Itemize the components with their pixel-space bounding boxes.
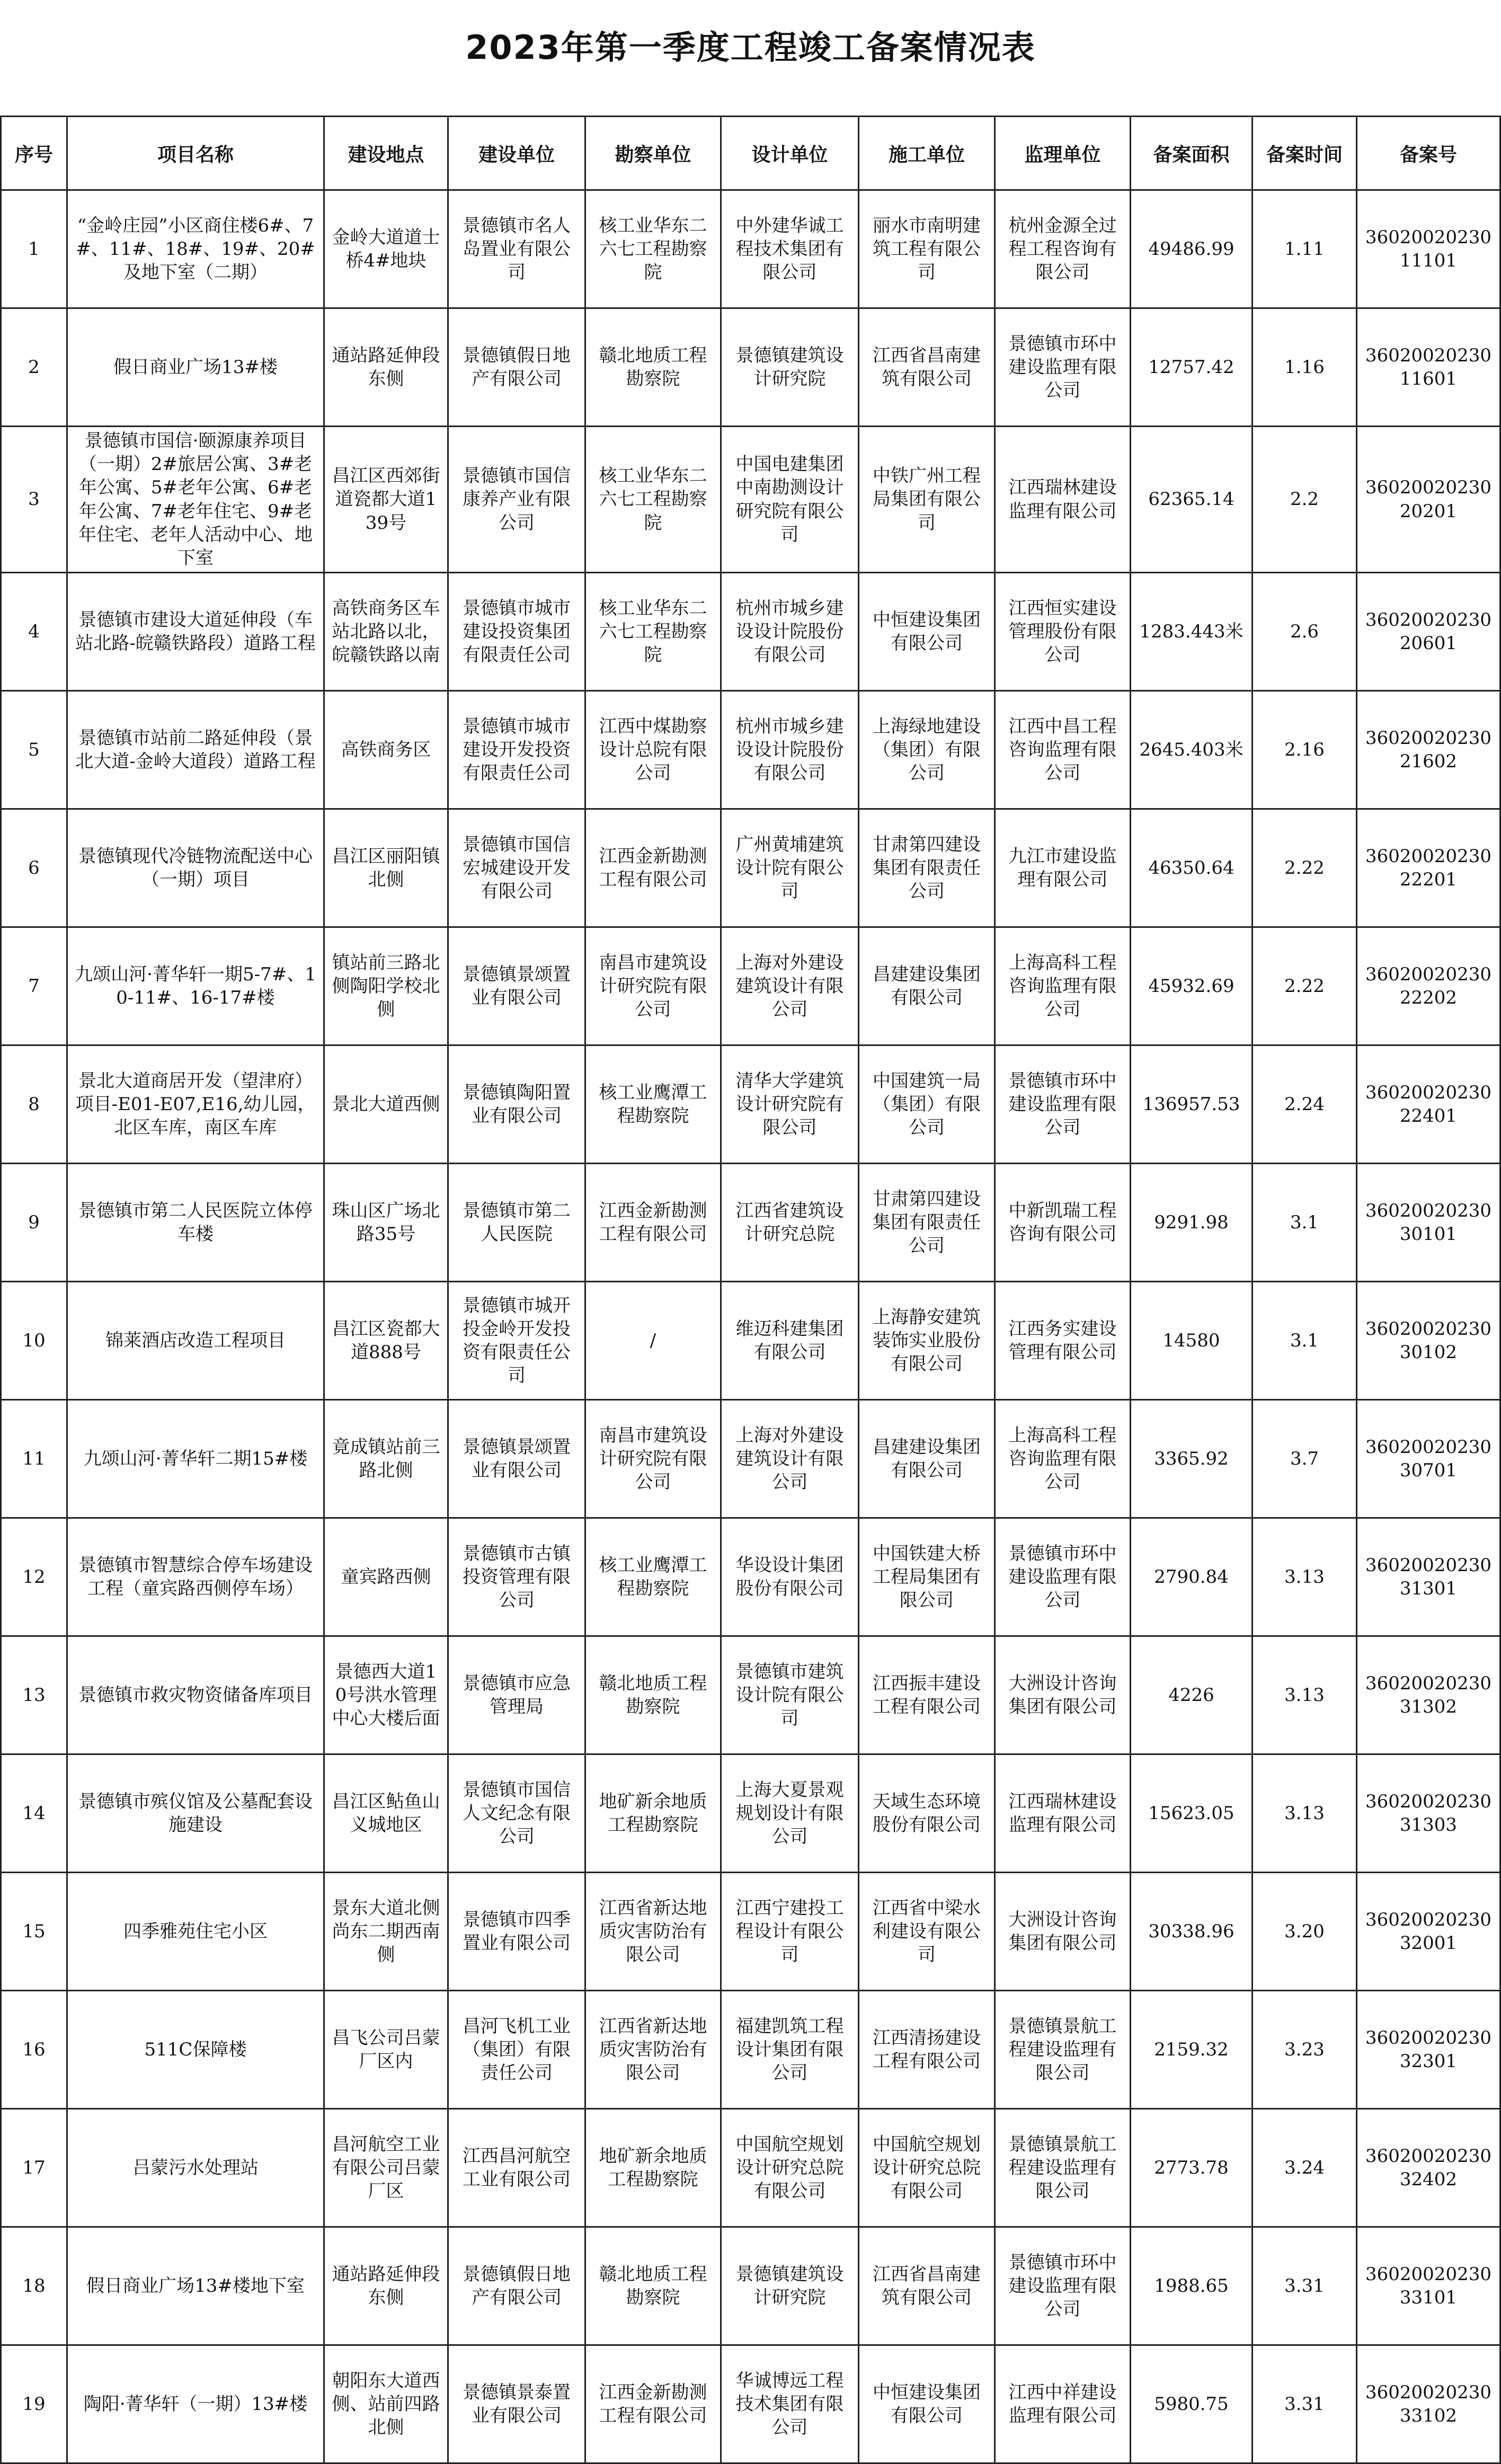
cell-survey: 赣北地质工程勘察院 xyxy=(585,1636,721,1754)
cell-code: 36020020230 31301 xyxy=(1357,1518,1500,1636)
cell-code: 36020020230 31303 xyxy=(1357,1754,1500,1873)
cell-name: 景德镇市站前二路延伸段（景北大道-金岭大道段）道路工程 xyxy=(67,691,324,809)
cell-name: 511C保障楼 xyxy=(67,1991,324,2109)
cell-supervision: 景德镇市环中建设监理有限公司 xyxy=(995,2227,1131,2345)
cell-date: 3.1 xyxy=(1253,1282,1357,1400)
cell-location: 昌江区瓷都大道888号 xyxy=(324,1282,448,1400)
cell-name: 景德镇市第二人民医院立体停车楼 xyxy=(67,1164,324,1282)
cell-date: 2.16 xyxy=(1253,691,1357,809)
cell-survey: 核工业鹰潭工程勘察院 xyxy=(585,1518,721,1636)
cell-area: 12757.42 xyxy=(1131,308,1253,427)
table-row xyxy=(1,2227,1500,2345)
cell-code: 36020020230 32402 xyxy=(1357,2109,1500,2227)
cell-survey: 核工业华东二六七工程勘察院 xyxy=(585,190,721,308)
header-date: 备案时间 xyxy=(1253,117,1357,190)
cell-construction: 丽水市南明建筑工程有限公司 xyxy=(859,190,995,308)
cell-builder: 景德镇假日地产有限公司 xyxy=(448,308,585,427)
cell-name: 景德镇市建设大道延伸段（车站北路-皖赣铁路段）道路工程 xyxy=(67,573,324,691)
cell-construction: 昌建建设集团有限公司 xyxy=(859,1400,995,1518)
cell-design: 维迈科建集团有限公司 xyxy=(721,1282,859,1400)
cell-supervision: 上海高科工程咨询监理有限公司 xyxy=(995,927,1131,1045)
cell-name: 景德镇市国信·颐源康养项目（一期）2#旅居公寓、3#老年公寓、5#老年公寓、6#老年公寓、7#老年住宅、9#老年住宅、老年人活动中心、地下室 xyxy=(67,427,324,573)
cell-survey: 赣北地质工程勘察院 xyxy=(585,308,721,427)
table-row xyxy=(1,691,1500,809)
cell-date: 3.1 xyxy=(1253,1164,1357,1282)
cell-supervision: 江西瑞林建设监理有限公司 xyxy=(995,427,1131,573)
cell-area: 45932.69 xyxy=(1131,927,1253,1045)
cell-date: 1.16 xyxy=(1253,308,1357,427)
cell-construction: 江西振丰建设工程有限公司 xyxy=(859,1636,995,1754)
cell-name: 景德镇市殡仪馆及公墓配套设施建设 xyxy=(67,1754,324,1873)
cell-construction: 上海绿地建设（集团）有限公司 xyxy=(859,691,995,809)
cell-design: 景德镇市建筑设计院有限公司 xyxy=(721,1636,859,1754)
cell-construction: 甘肃第四建设集团有限责任公司 xyxy=(859,809,995,927)
cell-code: 36020020230 11101 xyxy=(1357,190,1500,308)
cell-code: 36020020230 11601 xyxy=(1357,308,1500,427)
cell-builder: 景德镇市古镇投资管理有限公司 xyxy=(448,1518,585,1636)
cell-survey: 江西省新达地质灾害防治有限公司 xyxy=(585,1991,721,2109)
cell-supervision: 大洲设计咨询集团有限公司 xyxy=(995,1636,1131,1754)
cell-name: 假日商业广场13#楼地下室 xyxy=(67,2227,324,2345)
cell-location: 金岭大道道士桥4#地块 xyxy=(324,190,448,308)
cell-area: 49486.99 xyxy=(1131,190,1253,308)
cell-survey: 核工业鹰潭工程勘察院 xyxy=(585,1045,721,1164)
cell-code: 36020020230 30701 xyxy=(1357,1400,1500,1518)
cell-location: 通站路延伸段东侧 xyxy=(324,2227,448,2345)
cell-survey: 南昌市建筑设计研究院有限公司 xyxy=(585,1400,721,1518)
cell-name: 景德镇市救灾物资储备库项目 xyxy=(67,1636,324,1754)
cell-design: 清华大学建筑设计研究院有限公司 xyxy=(721,1045,859,1164)
cell-supervision: 景德镇市环中建设监理有限公司 xyxy=(995,1518,1131,1636)
cell-design: 杭州市城乡建设设计院股份有限公司 xyxy=(721,691,859,809)
cell-date: 3.13 xyxy=(1253,1754,1357,1873)
cell-area: 15623.05 xyxy=(1131,1754,1253,1873)
table-row xyxy=(1,1754,1500,1873)
cell-design: 上海对外建设建筑设计有限公司 xyxy=(721,927,859,1045)
cell-no: 17 xyxy=(1,2109,67,2227)
cell-area: 62365.14 xyxy=(1131,427,1253,573)
cell-name: 四季雅苑住宅小区 xyxy=(67,1873,324,1991)
cell-area: 2773.78 xyxy=(1131,2109,1253,2227)
cell-location: 昌江区鲇鱼山义城地区 xyxy=(324,1754,448,1873)
cell-name: 陶阳·菁华轩（一期）13#楼 xyxy=(67,2345,324,2463)
cell-date: 2.22 xyxy=(1253,927,1357,1045)
cell-code: 36020020230 20601 xyxy=(1357,573,1500,691)
cell-builder: 景德镇市国信康养产业有限公司 xyxy=(448,427,585,573)
cell-date: 1.11 xyxy=(1253,190,1357,308)
cell-code: 36020020230 22401 xyxy=(1357,1045,1500,1164)
cell-no: 6 xyxy=(1,809,67,927)
cell-code: 36020020230 21602 xyxy=(1357,691,1500,809)
cell-builder: 景德镇市名人岛置业有限公司 xyxy=(448,190,585,308)
header-supervision: 监理单位 xyxy=(995,117,1131,190)
header-code: 备案号 xyxy=(1357,117,1500,190)
cell-builder: 景德镇市四季置业有限公司 xyxy=(448,1873,585,1991)
table-row xyxy=(1,427,1500,573)
cell-construction: 中国航空规划设计研究总院有限公司 xyxy=(859,2109,995,2227)
table-row xyxy=(1,1400,1500,1518)
cell-no: 2 xyxy=(1,308,67,427)
cell-supervision: 九江市建设监理有限公司 xyxy=(995,809,1131,927)
table-row xyxy=(1,190,1500,308)
cell-design: 中国电建集团中南勘测设计研究院有限公司 xyxy=(721,427,859,573)
cell-location: 昌江区西郊街道瓷都大道139号 xyxy=(324,427,448,573)
cell-builder: 景德镇假日地产有限公司 xyxy=(448,2227,585,2345)
cell-survey: 江西中煤勘察设计总院有限公司 xyxy=(585,691,721,809)
cell-builder: 景德镇市国信宏城建设开发有限公司 xyxy=(448,809,585,927)
cell-area: 46350.64 xyxy=(1131,809,1253,927)
table-row xyxy=(1,927,1500,1045)
cell-builder: 景德镇市城市建设开发投资有限责任公司 xyxy=(448,691,585,809)
cell-code: 36020020230 30101 xyxy=(1357,1164,1500,1282)
table-row xyxy=(1,308,1500,427)
cell-name: 锦莱酒店改造工程项目 xyxy=(67,1282,324,1400)
cell-location: 昌江区丽阳镇北侧 xyxy=(324,809,448,927)
cell-area: 2159.32 xyxy=(1131,1991,1253,2109)
cell-supervision: 杭州金源全过程工程咨询有限公司 xyxy=(995,190,1131,308)
cell-date: 3.20 xyxy=(1253,1873,1357,1991)
cell-design: 杭州市城乡建设设计院股份有限公司 xyxy=(721,573,859,691)
cell-supervision: 江西务实建设管理有限公司 xyxy=(995,1282,1131,1400)
cell-date: 3.7 xyxy=(1253,1400,1357,1518)
header-area: 备案面积 xyxy=(1131,117,1253,190)
cell-design: 上海对外建设建筑设计有限公司 xyxy=(721,1400,859,1518)
cell-design: 景德镇建筑设计研究院 xyxy=(721,2227,859,2345)
cell-location: 景德西大道10号洪水管理中心大楼后面 xyxy=(324,1636,448,1754)
header-survey: 勘察单位 xyxy=(585,117,721,190)
cell-no: 8 xyxy=(1,1045,67,1164)
cell-design: 中国航空规划设计研究总院有限公司 xyxy=(721,2109,859,2227)
cell-location: 昌飞公司吕蒙厂区内 xyxy=(324,1991,448,2109)
cell-date: 3.31 xyxy=(1253,2227,1357,2345)
cell-location: 景北大道西侧 xyxy=(324,1045,448,1164)
cell-code: 36020020230 33101 xyxy=(1357,2227,1500,2345)
cell-survey: 南昌市建筑设计研究院有限公司 xyxy=(585,927,721,1045)
cell-builder: 景德镇市第二人民医院 xyxy=(448,1164,585,1282)
cell-no: 10 xyxy=(1,1282,67,1400)
header-builder: 建设单位 xyxy=(448,117,585,190)
cell-date: 2.2 xyxy=(1253,427,1357,573)
cell-area: 5980.75 xyxy=(1131,2345,1253,2463)
cell-supervision: 景德镇景航工程建设监理有限公司 xyxy=(995,1991,1131,2109)
cell-location: 朝阳东大道西侧、站前四路北侧 xyxy=(324,2345,448,2463)
cell-no: 7 xyxy=(1,927,67,1045)
cell-code: 36020020230 22201 xyxy=(1357,809,1500,927)
page-title: 2023年第一季度工程竣工备案情况表 xyxy=(465,28,1036,67)
cell-builder: 景德镇景颂置业有限公司 xyxy=(448,927,585,1045)
cell-construction: 中铁广州工程局集团有限公司 xyxy=(859,427,995,573)
cell-area: 2645.403米 xyxy=(1131,691,1253,809)
cell-no: 14 xyxy=(1,1754,67,1873)
cell-survey: / xyxy=(585,1282,721,1400)
header-construction: 施工单位 xyxy=(859,117,995,190)
cell-name: “金岭庄园”小区商住楼6#、7#、11#、18#、19#、20#及地下室（二期） xyxy=(67,190,324,308)
cell-area: 1988.65 xyxy=(1131,2227,1253,2345)
cell-survey: 赣北地质工程勘察院 xyxy=(585,2227,721,2345)
cell-no: 11 xyxy=(1,1400,67,1518)
cell-no: 18 xyxy=(1,2227,67,2345)
filing-table xyxy=(0,116,1501,2464)
cell-survey: 地矿新余地质工程勘察院 xyxy=(585,1754,721,1873)
cell-builder: 景德镇景颂置业有限公司 xyxy=(448,1400,585,1518)
cell-construction: 江西省昌南建筑有限公司 xyxy=(859,308,995,427)
cell-construction: 昌建建设集团有限公司 xyxy=(859,927,995,1045)
table-row xyxy=(1,1636,1500,1754)
cell-survey: 江西省新达地质灾害防治有限公司 xyxy=(585,1873,721,1991)
cell-design: 华设设计集团股份有限公司 xyxy=(721,1518,859,1636)
cell-no: 16 xyxy=(1,1991,67,2109)
cell-builder: 景德镇市应急管理局 xyxy=(448,1636,585,1754)
cell-name: 景北大道商居开发（望津府）项目-E01-E07,E16,幼儿园，北区车库，南区车库 xyxy=(67,1045,324,1164)
cell-builder: 景德镇市城市建设投资集团有限责任公司 xyxy=(448,573,585,691)
cell-location: 通站路延伸段东侧 xyxy=(324,308,448,427)
cell-builder: 景德镇市国信人文纪念有限公司 xyxy=(448,1754,585,1873)
table-row xyxy=(1,1045,1500,1164)
cell-date: 3.31 xyxy=(1253,2345,1357,2463)
cell-code: 36020020230 33102 xyxy=(1357,2345,1500,2463)
cell-supervision: 中新凯瑞工程咨询有限公司 xyxy=(995,1164,1131,1282)
header-design: 设计单位 xyxy=(721,117,859,190)
cell-area: 9291.98 xyxy=(1131,1164,1253,1282)
cell-location: 镇站前三路北侧陶阳学校北侧 xyxy=(324,927,448,1045)
cell-survey: 江西金新勘测工程有限公司 xyxy=(585,2345,721,2463)
cell-location: 珠山区广场北路35号 xyxy=(324,1164,448,1282)
cell-construction: 甘肃第四建设集团有限责任公司 xyxy=(859,1164,995,1282)
cell-design: 景德镇建筑设计研究院 xyxy=(721,308,859,427)
cell-design: 江西省建筑设计研究总院 xyxy=(721,1164,859,1282)
cell-builder: 景德镇陶阳置业有限公司 xyxy=(448,1045,585,1164)
cell-builder: 昌河飞机工业（集团）有限责任公司 xyxy=(448,1991,585,2109)
cell-no: 12 xyxy=(1,1518,67,1636)
header-location: 建设地点 xyxy=(324,117,448,190)
cell-design: 福建凯筑工程设计集团有限公司 xyxy=(721,1991,859,2109)
cell-name: 景德镇现代冷链物流配送中心（一期）项目 xyxy=(67,809,324,927)
cell-area: 30338.96 xyxy=(1131,1873,1253,1991)
table-row xyxy=(1,2345,1500,2463)
cell-supervision: 景德镇景航工程建设监理有限公司 xyxy=(995,2109,1131,2227)
cell-builder: 景德镇景泰置业有限公司 xyxy=(448,2345,585,2463)
cell-survey: 江西金新勘测工程有限公司 xyxy=(585,1164,721,1282)
cell-builder: 景德镇市城开投金岭开发投资有限责任公司 xyxy=(448,1282,585,1400)
cell-area: 1283.443米 xyxy=(1131,573,1253,691)
cell-supervision: 江西中昌工程咨询监理有限公司 xyxy=(995,691,1131,809)
cell-construction: 中恒建设集团有限公司 xyxy=(859,2345,995,2463)
cell-location: 高铁商务区车站北路以北，皖赣铁路以南 xyxy=(324,573,448,691)
cell-no: 19 xyxy=(1,2345,67,2463)
cell-code: 36020020230 22202 xyxy=(1357,927,1500,1045)
cell-code: 36020020230 32301 xyxy=(1357,1991,1500,2109)
cell-date: 3.24 xyxy=(1253,2109,1357,2227)
cell-design: 华诚博远工程技术集团有限公司 xyxy=(721,2345,859,2463)
header-name: 项目名称 xyxy=(67,117,324,190)
cell-date: 2.6 xyxy=(1253,573,1357,691)
cell-area: 3365.92 xyxy=(1131,1400,1253,1518)
cell-supervision: 景德镇市环中建设监理有限公司 xyxy=(995,1045,1131,1164)
cell-supervision: 景德镇市环中建设监理有限公司 xyxy=(995,308,1131,427)
cell-location: 昌河航空工业有限公司吕蒙厂区 xyxy=(324,2109,448,2227)
cell-location: 高铁商务区 xyxy=(324,691,448,809)
cell-construction: 中恒建设集团有限公司 xyxy=(859,573,995,691)
cell-date: 3.13 xyxy=(1253,1636,1357,1754)
cell-area: 4226 xyxy=(1131,1636,1253,1754)
cell-no: 15 xyxy=(1,1873,67,1991)
table-row xyxy=(1,809,1500,927)
cell-supervision: 江西瑞林建设监理有限公司 xyxy=(995,1754,1131,1873)
cell-construction: 中国铁建大桥工程局集团有限公司 xyxy=(859,1518,995,1636)
cell-location: 童宾路西侧 xyxy=(324,1518,448,1636)
table-row xyxy=(1,573,1500,691)
cell-supervision: 江西中祥建设监理有限公司 xyxy=(995,2345,1131,2463)
cell-survey: 核工业华东二六七工程勘察院 xyxy=(585,427,721,573)
cell-date: 3.23 xyxy=(1253,1991,1357,2109)
cell-code: 36020020230 20201 xyxy=(1357,427,1500,573)
cell-date: 2.22 xyxy=(1253,809,1357,927)
cell-name: 九颂山河·菁华轩一期5-7#、10-11#、16-17#楼 xyxy=(67,927,324,1045)
table-row xyxy=(1,1518,1500,1636)
cell-construction: 天域生态环境股份有限公司 xyxy=(859,1754,995,1873)
cell-builder: 江西昌河航空工业有限公司 xyxy=(448,2109,585,2227)
cell-supervision: 江西恒实建设管理股份有限公司 xyxy=(995,573,1131,691)
cell-date: 2.24 xyxy=(1253,1045,1357,1164)
cell-supervision: 上海高科工程咨询监理有限公司 xyxy=(995,1400,1131,1518)
cell-no: 3 xyxy=(1,427,67,573)
cell-design: 上海大夏景观规划设计有限公司 xyxy=(721,1754,859,1873)
cell-location: 竟成镇站前三路北侧 xyxy=(324,1400,448,1518)
table-row xyxy=(1,1873,1500,1991)
cell-no: 1 xyxy=(1,190,67,308)
cell-no: 5 xyxy=(1,691,67,809)
cell-area: 14580 xyxy=(1131,1282,1253,1400)
table-row xyxy=(1,1164,1500,1282)
table-row xyxy=(1,1991,1500,2109)
header-no: 序号 xyxy=(1,117,67,190)
cell-area: 136957.53 xyxy=(1131,1045,1253,1164)
cell-name: 九颂山河·菁华轩二期15#楼 xyxy=(67,1400,324,1518)
cell-area: 2790.84 xyxy=(1131,1518,1253,1636)
cell-no: 9 xyxy=(1,1164,67,1282)
cell-code: 36020020230 30102 xyxy=(1357,1282,1500,1400)
cell-survey: 核工业华东二六七工程勘察院 xyxy=(585,573,721,691)
table-body xyxy=(1,190,1500,2463)
cell-code: 36020020230 32001 xyxy=(1357,1873,1500,1991)
cell-survey: 地矿新余地质工程勘察院 xyxy=(585,2109,721,2227)
cell-construction: 江西省昌南建筑有限公司 xyxy=(859,2227,995,2345)
cell-location: 景东大道北侧尚东二期西南侧 xyxy=(324,1873,448,1991)
cell-supervision: 大洲设计咨询集团有限公司 xyxy=(995,1873,1131,1991)
cell-no: 13 xyxy=(1,1636,67,1754)
cell-no: 4 xyxy=(1,573,67,691)
cell-design: 广州黄埔建筑设计院有限公司 xyxy=(721,809,859,927)
cell-name: 景德镇市智慧综合停车场建设工程（童宾路西侧停车场） xyxy=(67,1518,324,1636)
header-row xyxy=(1,117,1500,190)
cell-survey: 江西金新勘测工程有限公司 xyxy=(585,809,721,927)
cell-code: 36020020230 31302 xyxy=(1357,1636,1500,1754)
table-row xyxy=(1,2109,1500,2227)
cell-construction: 江西清扬建设工程有限公司 xyxy=(859,1991,995,2109)
cell-date: 3.13 xyxy=(1253,1518,1357,1636)
table-row xyxy=(1,1282,1500,1400)
cell-construction: 中国建筑一局（集团）有限公司 xyxy=(859,1045,995,1164)
cell-name: 吕蒙污水处理站 xyxy=(67,2109,324,2227)
cell-design: 江西宁建投工程设计有限公司 xyxy=(721,1873,859,1991)
cell-construction: 上海静安建筑装饰实业股份有限公司 xyxy=(859,1282,995,1400)
cell-name: 假日商业广场13#楼 xyxy=(67,308,324,427)
cell-design: 中外建华诚工程技术集团有限公司 xyxy=(721,190,859,308)
cell-construction: 江西省中梁水利建设有限公司 xyxy=(859,1873,995,1991)
